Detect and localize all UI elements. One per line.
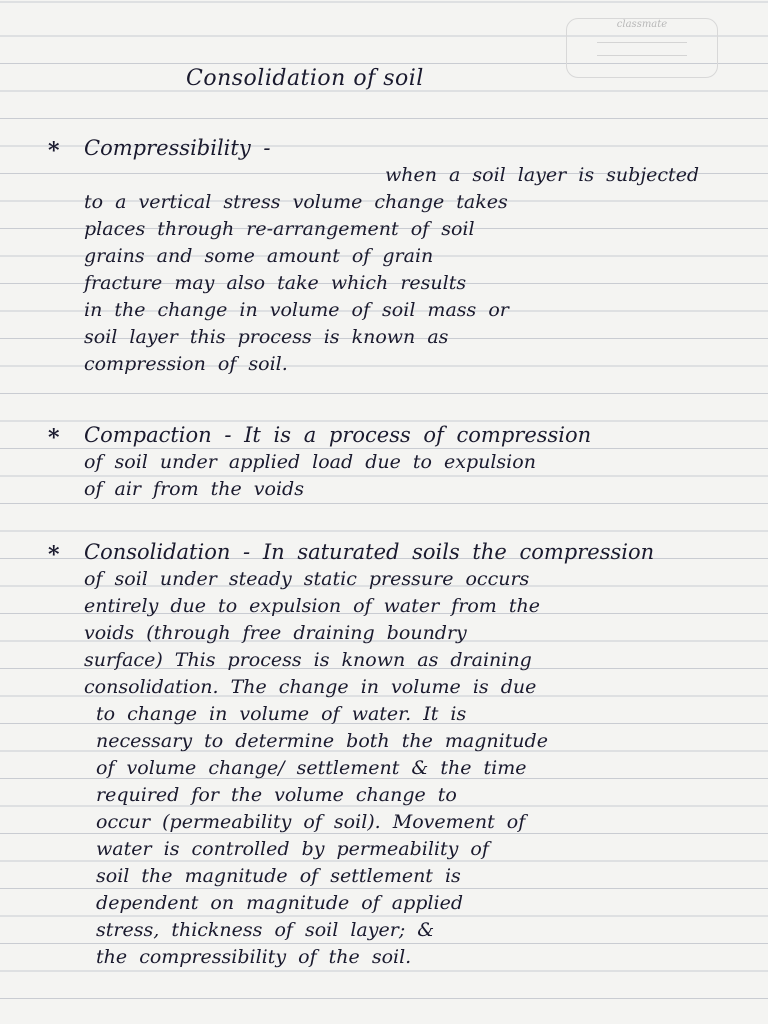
consolidation-line-14: stress, thickness of soil layer; & [84,919,435,941]
consolidation-line-13: dependent on magnitude of applied [84,892,463,914]
compaction-line-1: of soil under applied load due to expulsion [84,451,536,473]
consolidation-line-2: entirely due to expulsion of water from the [84,595,540,617]
stamp-label: classmate [616,19,668,30]
consolidation-line-3: voids (through free draining boundry [84,622,467,644]
heading-compressibility: Compressibility - [84,136,271,160]
notebook-stamp [566,18,718,78]
heading-consolidation: Consolidation - In saturated soils the compression [84,540,655,564]
bullet-compressibility: * [48,138,60,164]
consolidation-line-15: the compressibility of the soil. [84,946,412,968]
compressibility-line-5: fracture may also take which results [84,272,467,294]
consolidation-line-4: surface) This process is known as draining [84,649,532,671]
compaction-line-2: of air from the voids [84,478,304,500]
compressibility-line-8: compression of soil. [84,353,288,375]
compressibility-line-3: places through re-arrangement of soil [84,218,475,240]
compressibility-line-6: in the change in volume of soil mass or [84,299,509,321]
compressibility-line-4: grains and some amount of grain [84,245,434,267]
bullet-consolidation: * [48,542,60,568]
consolidation-line-8: of volume change/ settlement & the time [84,757,527,779]
bullet-compaction: * [48,425,60,451]
consolidation-line-1: of soil under steady static pressure occurs [84,568,530,590]
compressibility-line-1: when a soil layer is subjected [84,164,700,186]
consolidation-line-12: soil the magnitude of settlement is [84,865,461,887]
compressibility-line-2: to a vertical stress volume change takes [84,191,508,213]
stamp-page-line [597,55,687,56]
heading-compaction: Compaction - It is a process of compression [84,423,592,447]
consolidation-line-9: required for the volume change to [84,784,457,806]
consolidation-line-5: consolidation. The change in volume is due [84,676,537,698]
consolidation-line-7: necessary to determine both the magnitude [84,730,548,752]
consolidation-line-11: water is controlled by permeability of [84,838,489,860]
compressibility-line-7: soil layer this process is known as [84,326,449,348]
consolidation-line-10: occur (permeability of soil). Movement of [84,811,526,833]
page-title: Consolidation of soil [186,66,424,91]
consolidation-line-6: to change in volume of water. It is [84,703,467,725]
stamp-date-line [597,42,687,43]
